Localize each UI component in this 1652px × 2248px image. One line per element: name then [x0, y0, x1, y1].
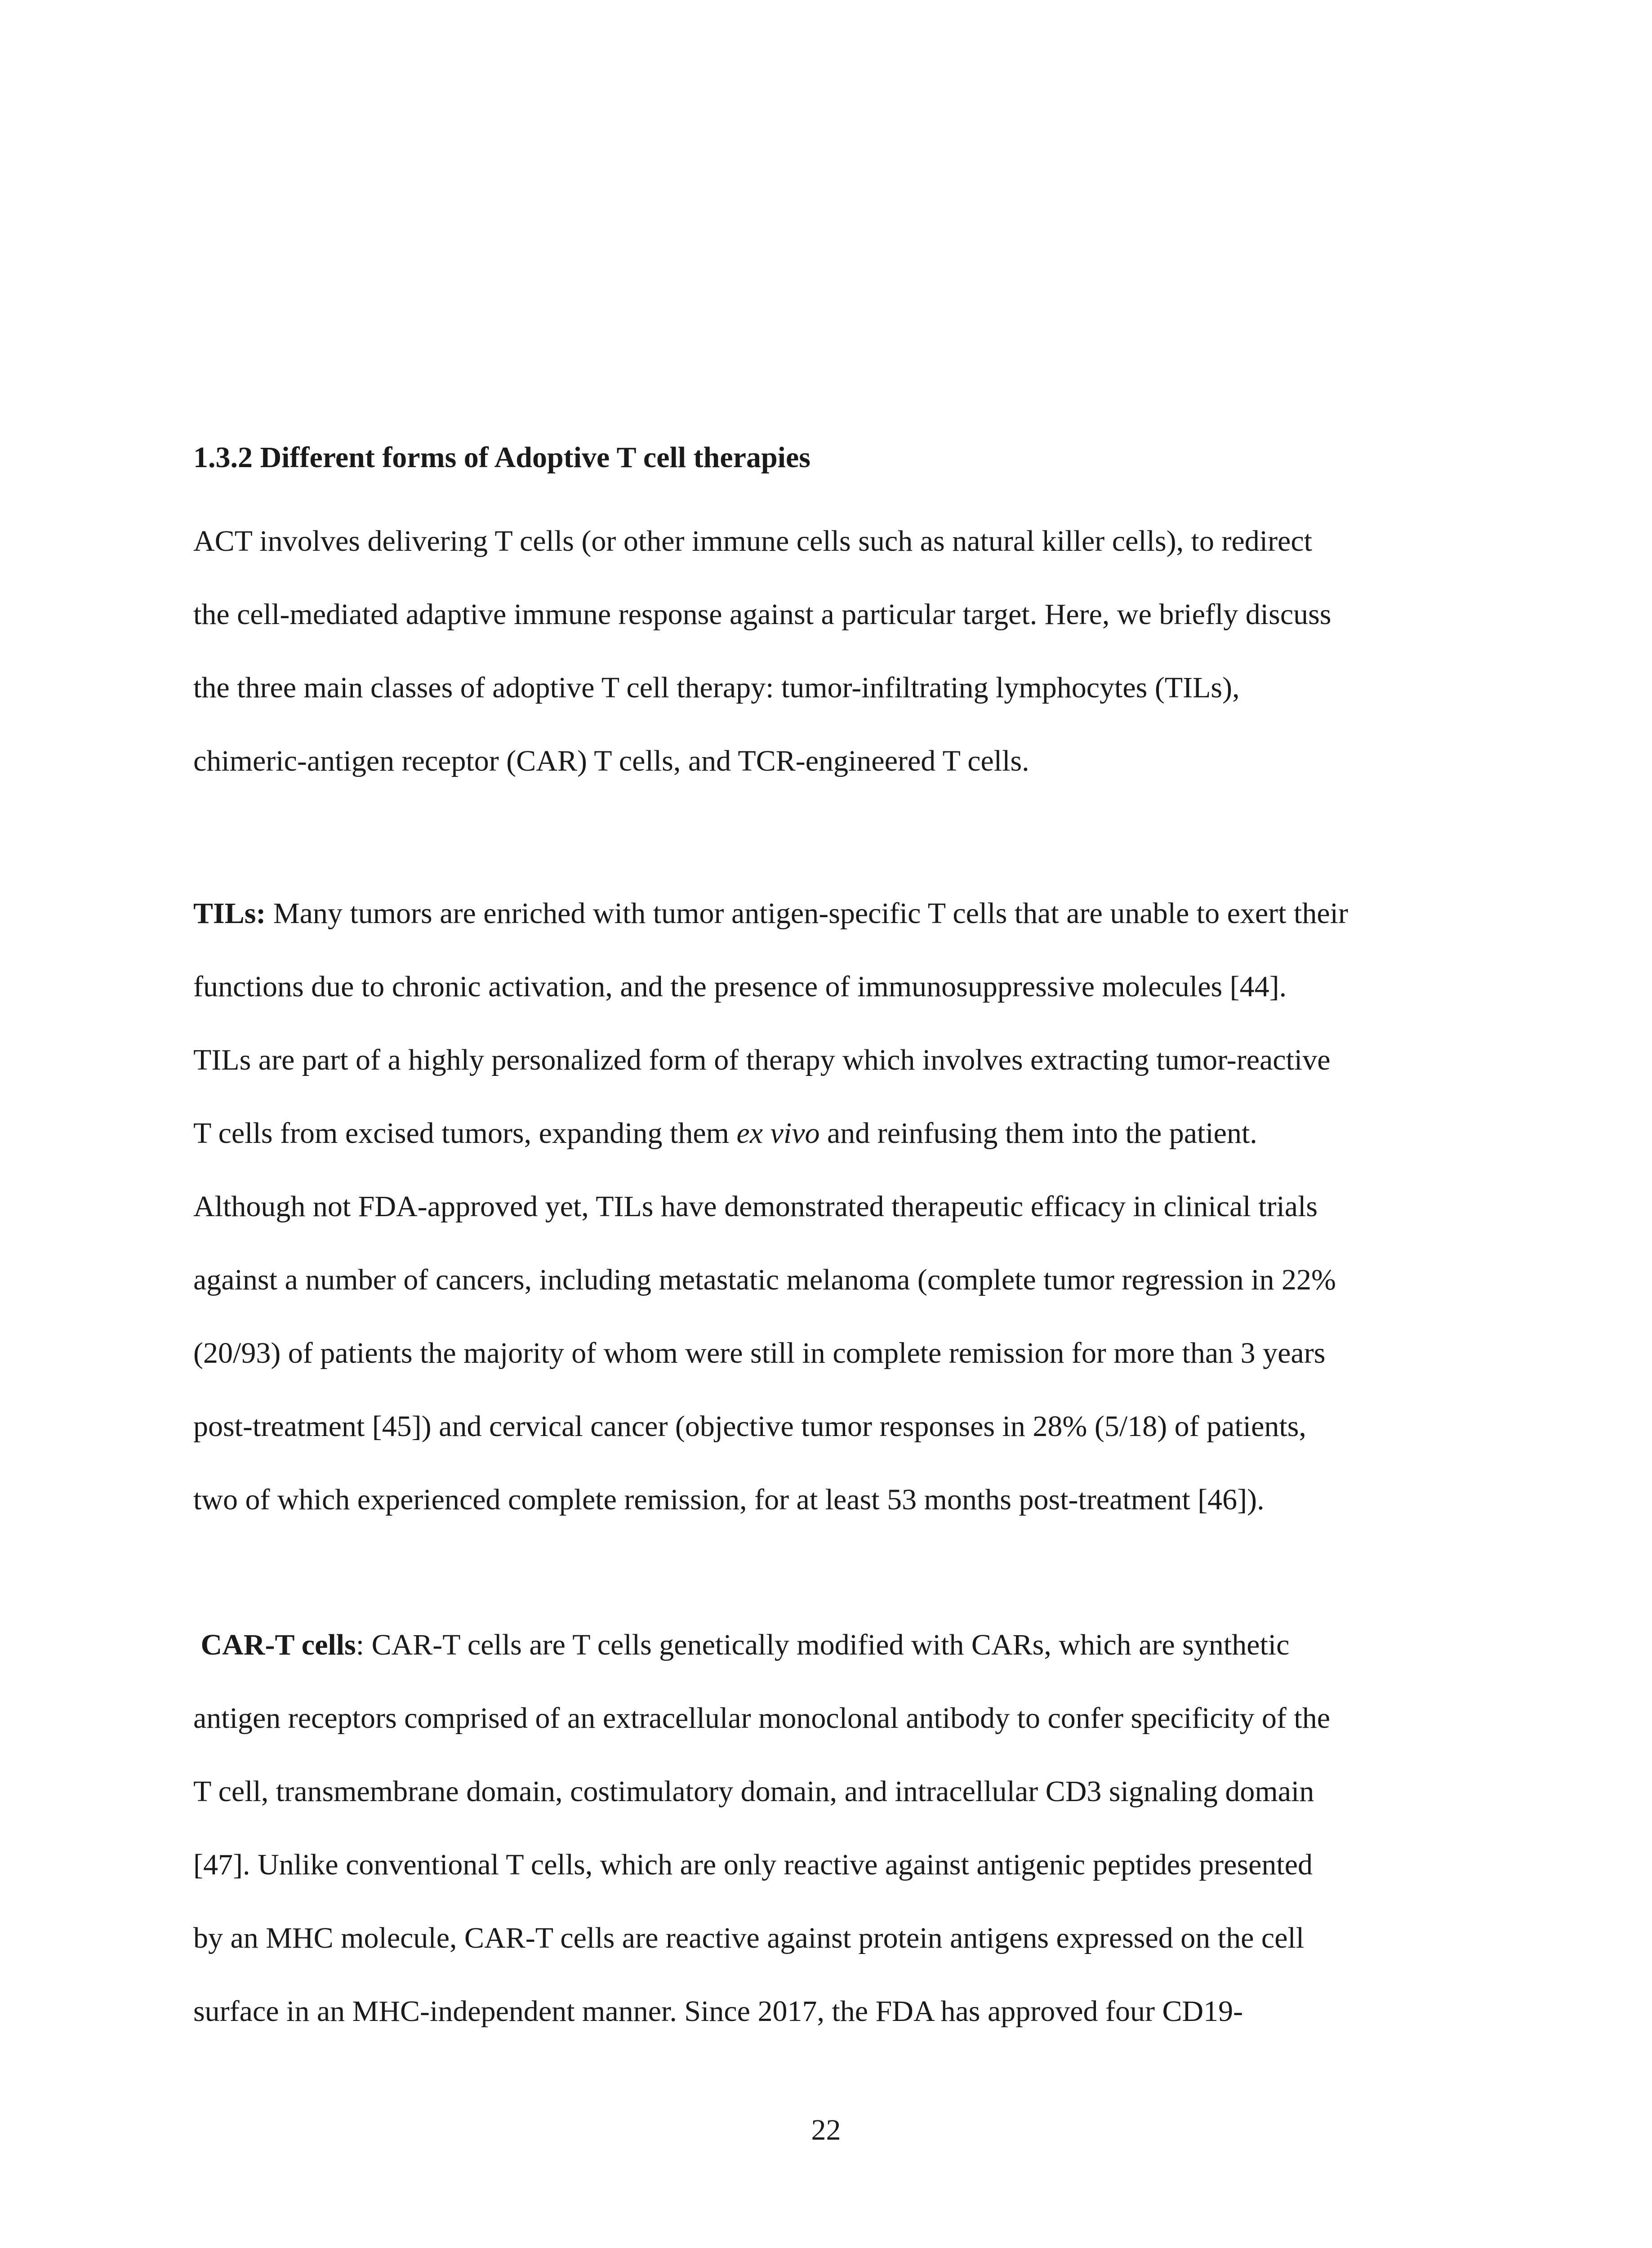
italic-term: ex vivo [736, 1117, 820, 1150]
section-heading: 1.3.2 Different forms of Adoptive T cell therapies [193, 441, 810, 474]
text-run: Many tumors are enriched with tumor antigen-specific T cells that are unable to exert their [266, 897, 1348, 930]
text-line [193, 1097, 1497, 1170]
text-line: two of which experienced complete remission, for at least 53 months post-treatment [46]). [193, 1483, 1265, 1516]
tils-paragraph [193, 877, 1497, 1536]
text-run: and reinfusing them into the patient. [819, 1117, 1257, 1150]
text-line: functions due to chronic activation, and the presence of immunosuppressive molecules [44]. [193, 970, 1287, 1003]
cart-label: CAR-T cells [200, 1628, 356, 1661]
text-run: T cells from excised tumors, expanding them [193, 1117, 737, 1150]
text-line: T cell, transmembrane domain, costimulatory domain, and intracellular CD3 signaling domain [193, 1775, 1314, 1808]
text-line: surface in an MHC-independent manner. Since 2017, the FDA has approved four CD19- [193, 1995, 1243, 2028]
text-line: against a number of cancers, including metastatic melanoma (complete tumor regression in 22% [193, 1263, 1336, 1296]
text-line: ACT involves delivering T cells (or other immune cells such as natural killer cells), to redirect [193, 525, 1312, 558]
tils-label: TILs: [193, 897, 266, 930]
text-line: post-treatment [45]) and cervical cancer (objective tumor responses in 28% (5/18) of patients, [193, 1410, 1306, 1443]
text-line: (20/93) of patients the majority of whom were still in complete remission for more than 3 years [193, 1337, 1326, 1369]
intro-paragraph [193, 504, 1497, 798]
page-number: 22 [811, 2114, 841, 2146]
text-run: : CAR-T cells are T cells genetically modified with CARs, which are synthetic [356, 1628, 1290, 1661]
text-line: antigen receptors comprised of an extracellular monoclonal antibody to confer specificity of the [193, 1702, 1331, 1735]
text-line: the cell-mediated adaptive immune response against a particular target. Here, we briefly discuss [193, 598, 1331, 631]
text-line: Although not FDA-approved yet, TILs have demonstrated therapeutic efficacy in clinical trials [193, 1190, 1318, 1223]
text-line [193, 1608, 1497, 1682]
text-line: chimeric-antigen receptor (CAR) T cells, and TCR-engineered T cells. [193, 745, 1029, 777]
text-line: by an MHC molecule, CAR-T cells are reactive against protein antigens expressed on the cell [193, 1922, 1305, 1954]
text-line: the three main classes of adoptive T cell therapy: tumor-infiltrating lymphocytes (TILs), [193, 671, 1240, 704]
text-line: [47]. Unlike conventional T cells, which are only reactive against antigenic peptides presented [193, 1848, 1313, 1881]
cart-paragraph [193, 1608, 1497, 2048]
text-line: TILs are part of a highly personalized form of therapy which involves extracting tumor-reactive [193, 1044, 1331, 1076]
text-line [193, 877, 1497, 950]
